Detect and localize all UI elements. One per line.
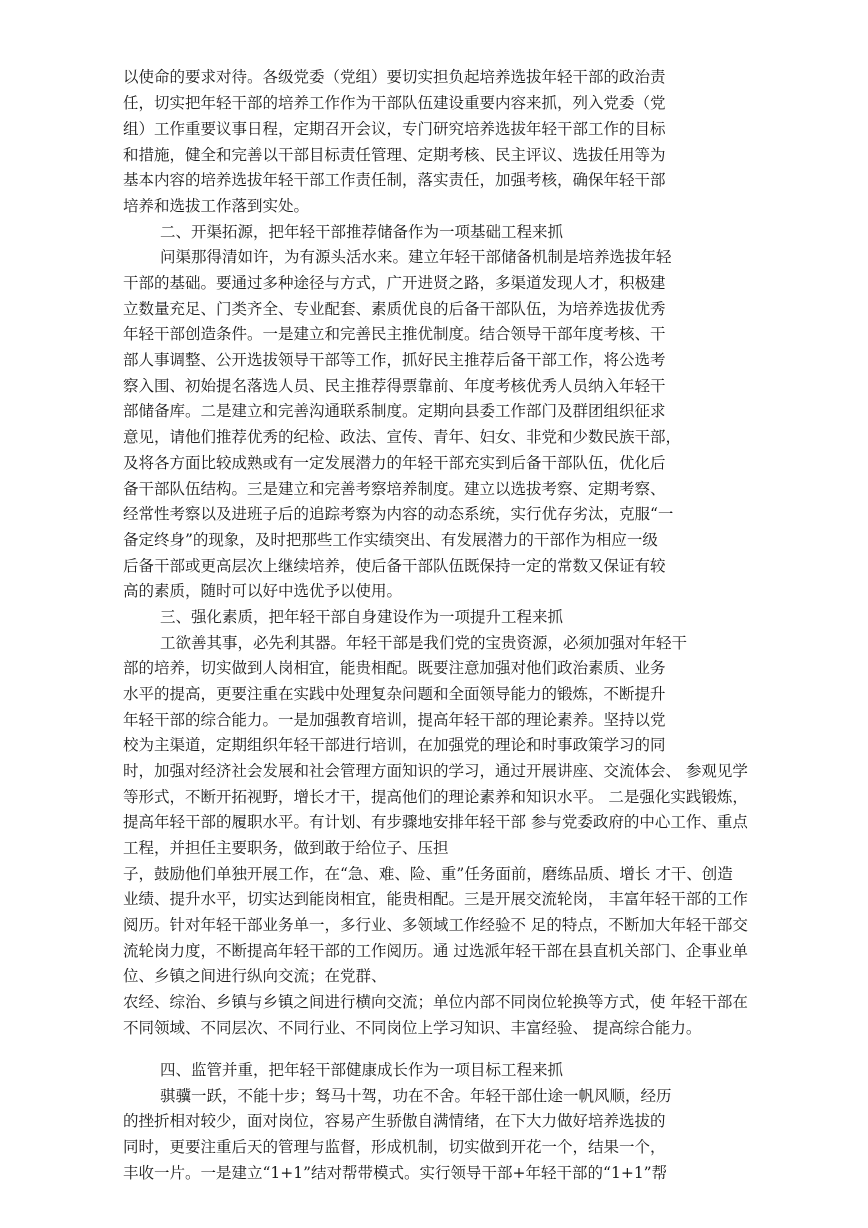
text-line: 业绩、提升水平，切实达到能岗相宜，能贵相配。三是开展交流轮岗， 丰富年轻干部的工作 xyxy=(123,890,748,908)
text-line: 等形式，不断开拓视野，增长才干，提高他们的理论素养和知识水平。 二是强化实践锻炼， xyxy=(123,788,748,806)
text-line: 年轻干部的综合能力。一是加强教育培训，提高年轻干部的理论素养。坚持以党 xyxy=(123,711,666,729)
text-line: 子，鼓励他们单独开展工作，在“急、难、险、重”任务面前，磨练品质、增长 才干、创造 xyxy=(123,865,733,883)
text-line: 位、乡镇之间进行纵向交流；在党群、 xyxy=(123,967,387,985)
text-line: 备干部队伍结构。三是建立和完善考察培养制度。建立以选拔考察、定期考察、 xyxy=(123,480,666,498)
text-line: 校为主渠道，定期组织年轻干部进行培训，在加强党的理论和时事政策学习的同 xyxy=(123,736,666,754)
text-line: 部储备库。二是建立和完善沟通联系制度。定期向县委工作部门及群团组织征求 xyxy=(123,402,666,420)
text-line: 骐骥一跃，不能十步；驽马十驾，功在不舍。年轻干部仕途一帆风顺，经历 xyxy=(160,1087,672,1105)
text-line: 问渠那得清如许，为有源头活水来。建立年轻干部储备机制是培养选拔年轻 xyxy=(160,248,672,266)
text-line: 不同领域、不同层次、不同行业、不同岗位上学习知识、丰富经验、 提高综合能力。 xyxy=(123,1019,702,1037)
text-line: 和措施，健全和完善以干部目标责任管理、定期考核、民主评议、选拔任用等为 xyxy=(123,146,666,164)
section-heading: 三、强化素质，把年轻干部自身建设作为一项提升工程来抓 xyxy=(160,608,564,626)
text-line: 的挫折相对较少，面对岗位，容易产生骄傲自满情绪，在下大力做好培养选拔的 xyxy=(123,1112,666,1130)
section-heading: 二、开渠拓源，把年轻干部推荐储备作为一项基础工程来抓 xyxy=(160,223,564,241)
text-line: 后备干部或更高层次上继续培养，使后备干部队伍既保持一定的常数又保证有较 xyxy=(123,557,666,575)
text-line: 同时，更要注重后天的管理与监督，形成机制，切实做到开花一个，结果一个， xyxy=(123,1138,666,1156)
text-line: 经常性考察以及进班子后的追踪考察为内容的动态系统，实行优存劣汰，克服“一 xyxy=(123,505,674,523)
text-line: 干部的基础。要通过多种途径与方式，广开进贤之路，多渠道发现人才，积极建 xyxy=(123,274,666,292)
text-line: 培养和选拔工作落到实处。 xyxy=(123,197,310,215)
text-line: 立数量充足、门类齐全、专业配套、素质优良的后备干部队伍，为培养选拔优秀 xyxy=(123,300,666,318)
text-line: 备定终身”的现象，及时把那些工作实绩突出、有发展潜力的干部作为相应一级 xyxy=(123,531,658,549)
text-line: 部人事调整、公开选拔领导干部等工作，抓好民主推荐后备干部工作，将公选考 xyxy=(123,351,666,369)
text-line: 丰收一片。一是建立“1+1”结对帮带模式。实行领导干部+年轻干部的“1+1”帮 xyxy=(123,1164,668,1182)
section-heading: 四、监管并重，把年轻干部健康成长作为一项目标工程来抓 xyxy=(160,1061,564,1079)
text-line: 农经、综治、乡镇与乡镇之间进行横向交流；单位内部不同岗位轮换等方式，使 年轻干部在 xyxy=(123,993,748,1011)
text-line: 部的培养，切实做到人岗相宜，能贵相配。既要注意加强对他们政治素质、业务 xyxy=(123,659,666,677)
text-line: 以使命的要求对待。各级党委（党组）要切实担负起培养选拔年轻干部的政治责 xyxy=(123,68,666,86)
text-line: 年轻干部创造条件。一是建立和完善民主推优制度。结合领导干部年度考核、干 xyxy=(123,325,666,343)
text-line: 组）工作重要议事日程，定期召开会议，专门研究培养选拔年轻干部工作的目标 xyxy=(123,120,666,138)
text-line: 察入围、初始提名落选人员、民主推荐得票靠前、年度考核优秀人员纳入年轻干 xyxy=(123,377,666,395)
text-line: 意见，请他们推荐优秀的纪检、政法、宣传、青年、妇女、非党和少数民族干部， xyxy=(123,428,682,446)
text-line: 工程，并担任主要职务，做到敢于给位子、压担 xyxy=(123,839,449,857)
text-line: 基本内容的培养选拔年轻干部工作责任制，落实责任，加强考核，确保年轻干部 xyxy=(123,171,666,189)
text-line: 高的素质，随时可以好中选优予以使用。 xyxy=(123,582,403,600)
text-line: 及将各方面比较成熟或有一定发展潜力的年轻干部充实到后备干部队伍，优化后 xyxy=(123,454,666,472)
text-line: 水平的提高，更要注重在实践中处理复杂问题和全面领导能力的锻炼，不断提升 xyxy=(123,685,666,703)
text-line: 阅历。针对年轻干部业务单一，多行业、多领域工作经验不 足的特点，不断加大年轻干部交 xyxy=(123,916,748,934)
text-line: 任，切实把年轻干部的培养工作作为干部队伍建设重要内容来抓，列入党委（党 xyxy=(123,94,666,112)
text-line: 提高年轻干部的履职水平。有计划、有步骤地安排年轻干部 参与党委政府的中心工作、重点 xyxy=(123,813,748,831)
text-line: 工欲善其事，必先利其器。年轻干部是我们党的宝贵资源，必须加强对年轻干 xyxy=(160,634,688,652)
text-line: 流轮岗力度，不断提高年轻干部的工作阅历。通 过选派年轻干部在县直机关部门、企事业单 xyxy=(123,942,748,960)
text-line: 时，加强对经济社会发展和社会管理方面知识的学习，通过开展讲座、交流体会、 参观见学 xyxy=(123,762,748,780)
